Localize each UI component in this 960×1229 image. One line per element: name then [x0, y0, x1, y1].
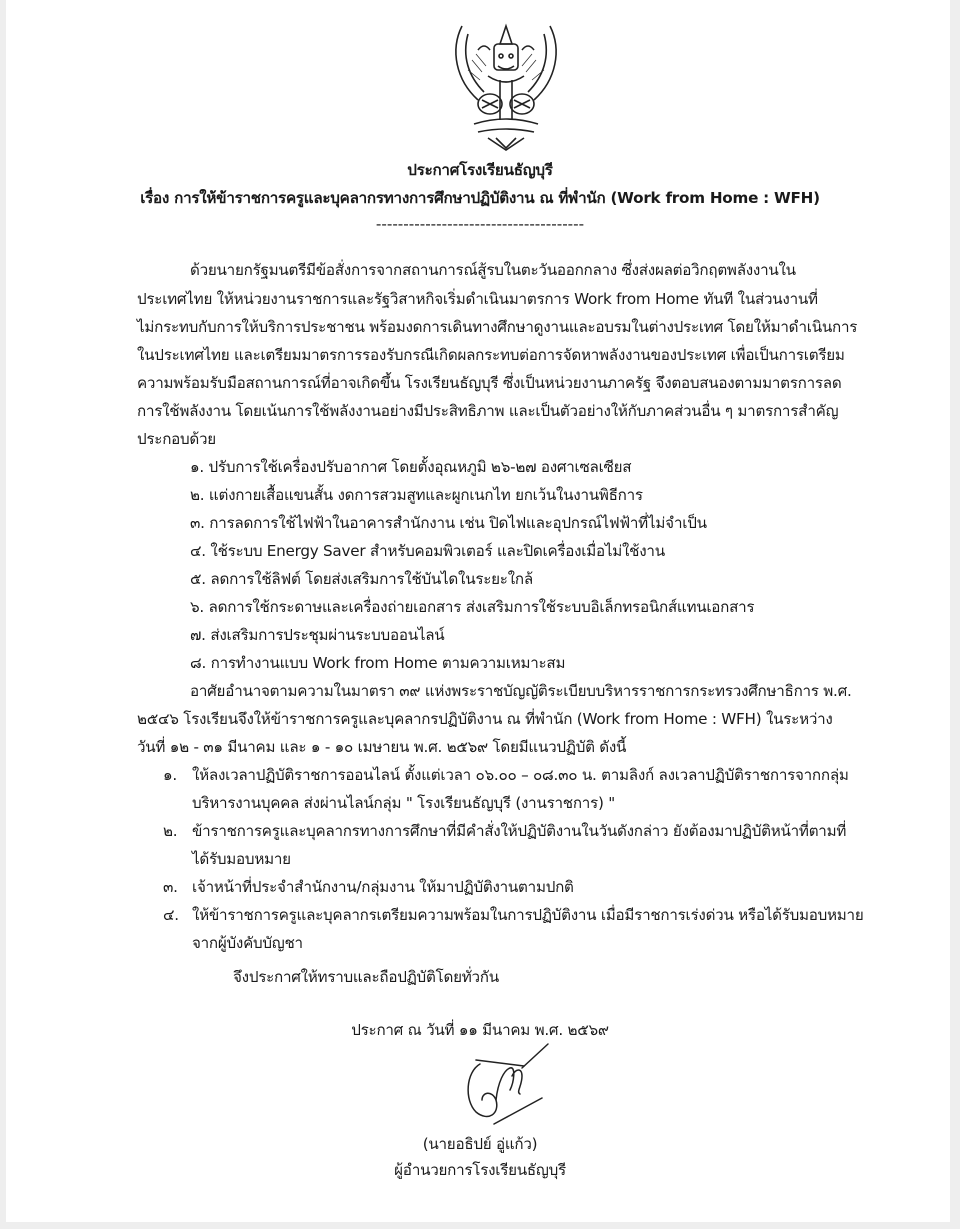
guideline-number: ๓. [163, 878, 178, 896]
intro-line: การใช้พลังงาน โดยเน้นการใช้พลังงานอย่างมีประสิทธิภาพ และเป็นตัวอย่างให้กับภาคส่วนอื่น ๆ มาตรการสำคัญ [137, 402, 839, 420]
measure-item: ๔. ใช้ระบบ Energy Saver สำหรับคอมพิวเตอร์ และปิดเครื่องเมื่อไม่ใช้งาน [190, 542, 665, 560]
document-subject: เรื่อง การให้ข้าราชการครูและบุคลากรทางการศึกษาปฏิบัติงาน ณ ที่พำนัก (Work from Home : WFH) [140, 189, 820, 207]
intro-line: ไม่กระทบกับการให้บริการประชาชน พร้อมงดการเดินทางศึกษาดูงานและอบรมในต่างประเทศ โดยให้มาดำเนินการ [137, 318, 858, 336]
measure-item: ๑. ปรับการใช้เครื่องปรับอากาศ โดยตั้งอุณหภูมิ ๒๖-๒๗ องศาเซลเซียส [190, 458, 632, 476]
signer-position: ผู้อำนวยการโรงเรียนธัญบุรี [394, 1161, 566, 1179]
measure-item: ๖. ลดการใช้กระดาษและเครื่องถ่ายเอกสาร ส่งเสริมการใช้ระบบอิเล็กทรอนิกส์แทนเอกสาร [190, 598, 755, 616]
authority-line: วันที่ ๑๒ - ๓๑ มีนาคม และ ๑ - ๑๐ เมษายน พ.ศ. ๒๕๖๙ โดยมีแนวปฏิบัติ ดังนี้ [137, 738, 627, 756]
announcement-date: ประกาศ ณ วันที่ ๑๑ มีนาคม พ.ศ. ๒๕๖๙ [351, 1021, 609, 1039]
garuda-emblem-icon [448, 20, 564, 152]
intro-line: ประเทศไทย ให้หน่วยงานราชการและรัฐวิสาหกิจเริ่มดำเนินมาตรการ Work from Home ทันที ในส่วนงานที่ [137, 290, 818, 308]
document-title: ประกาศโรงเรียนธัญบุรี [407, 161, 553, 179]
measure-item: ๘. การทำงานแบบ Work from Home ตามความเหมาะสม [190, 654, 566, 672]
authority-line: ๒๕๔๖ โรงเรียนจึงให้ข้าราชการครูและบุคลากรปฏิบัติงาน ณ ที่พำนัก (Work from Home : WFH) ในระหว่าง [137, 710, 833, 728]
authority-line: อาศัยอำนาจตามความในมาตรา ๓๙ แห่งพระราชบัญญัติระเบียบบริหารราชการกระทรวงศึกษาธิการ พ.ศ. [190, 682, 852, 700]
measure-item: ๓. การลดการใช้ไฟฟ้าในอาคารสำนักงาน เช่น ปิดไฟและอุปกรณ์ไฟฟ้าที่ไม่จำเป็น [190, 514, 707, 532]
intro-line: ความพร้อมรับมือสถานการณ์ที่อาจเกิดขึ้น โรงเรียนธัญบุรี ซึ่งเป็นหน่วยงานภาครัฐ จึงตอบสนองตามมาตรการลด [137, 374, 842, 392]
measure-item: ๕. ลดการใช้ลิฟต์ โดยส่งเสริมการใช้บันไดในระยะใกล้ [190, 570, 533, 588]
guideline-number: ๒. [163, 822, 178, 840]
intro-line: ด้วยนายกรัฐมนตรีมีข้อสั่งการจากสถานการณ์สู้รบในตะวันออกกลาง ซึ่งส่งผลต่อวิกฤตพลังงานใน [190, 261, 796, 279]
guideline-line: ให้ข้าราชการครูและบุคลากรเตรียมความพร้อมในการปฏิบัติงาน เมื่อมีราชการเร่งด่วน หรือได้รับมอบหมาย [192, 906, 864, 924]
signer-name: (นายอธิปย์ อู่แก้ว) [422, 1135, 538, 1153]
guideline-number: ๔. [163, 906, 179, 924]
guideline-line: เจ้าหน้าที่ประจำสำนักงาน/กลุ่มงาน ให้มาปฏิบัติงานตามปกติ [192, 878, 574, 896]
closing-statement: จึงประกาศให้ทราบและถือปฏิบัติโดยทั่วกัน [233, 968, 499, 986]
title-divider: -------------------------------------- [375, 215, 585, 233]
signature-icon [452, 1042, 562, 1132]
guideline-number: ๑. [163, 766, 177, 784]
intro-line: ประกอบด้วย [137, 430, 216, 448]
guideline-line: บริหารงานบุคคล ส่งผ่านไลน์กลุ่ม " โรงเรียนธัญบุรี (งานราชการ) " [192, 794, 615, 812]
guideline-line: ให้ลงเวลาปฏิบัติราชการออนไลน์ ตั้งแต่เวลา ๐๖.๐๐ – ๐๘.๓๐ น. ตามลิงก์ ลงเวลาปฏิบัติราชการจากกลุ่ม [192, 766, 849, 784]
measure-item: ๒. แต่งกายเสื้อแขนสั้น งดการสวมสูทและผูกเนกไท ยกเว้นในงานพิธีการ [190, 486, 643, 504]
guideline-line: ข้าราชการครูและบุคลากรทางการศึกษาที่มีคำสั่งให้ปฏิบัติงานในวันดังกล่าว ยังต้องมาปฏิบัติหน้าที่ตามที่ [192, 822, 847, 840]
intro-line: ในประเทศไทย และเตรียมมาตรการรองรับกรณีเกิดผลกระทบต่อการจัดหาพลังงานของประเทศ เพื่อเป็นการเตรียม [137, 346, 845, 364]
guideline-line: จากผู้บังคับบัญชา [192, 934, 303, 952]
measure-item: ๗. ส่งเสริมการประชุมผ่านระบบออนไลน์ [190, 626, 445, 644]
guideline-line: ได้รับมอบหมาย [192, 850, 291, 868]
